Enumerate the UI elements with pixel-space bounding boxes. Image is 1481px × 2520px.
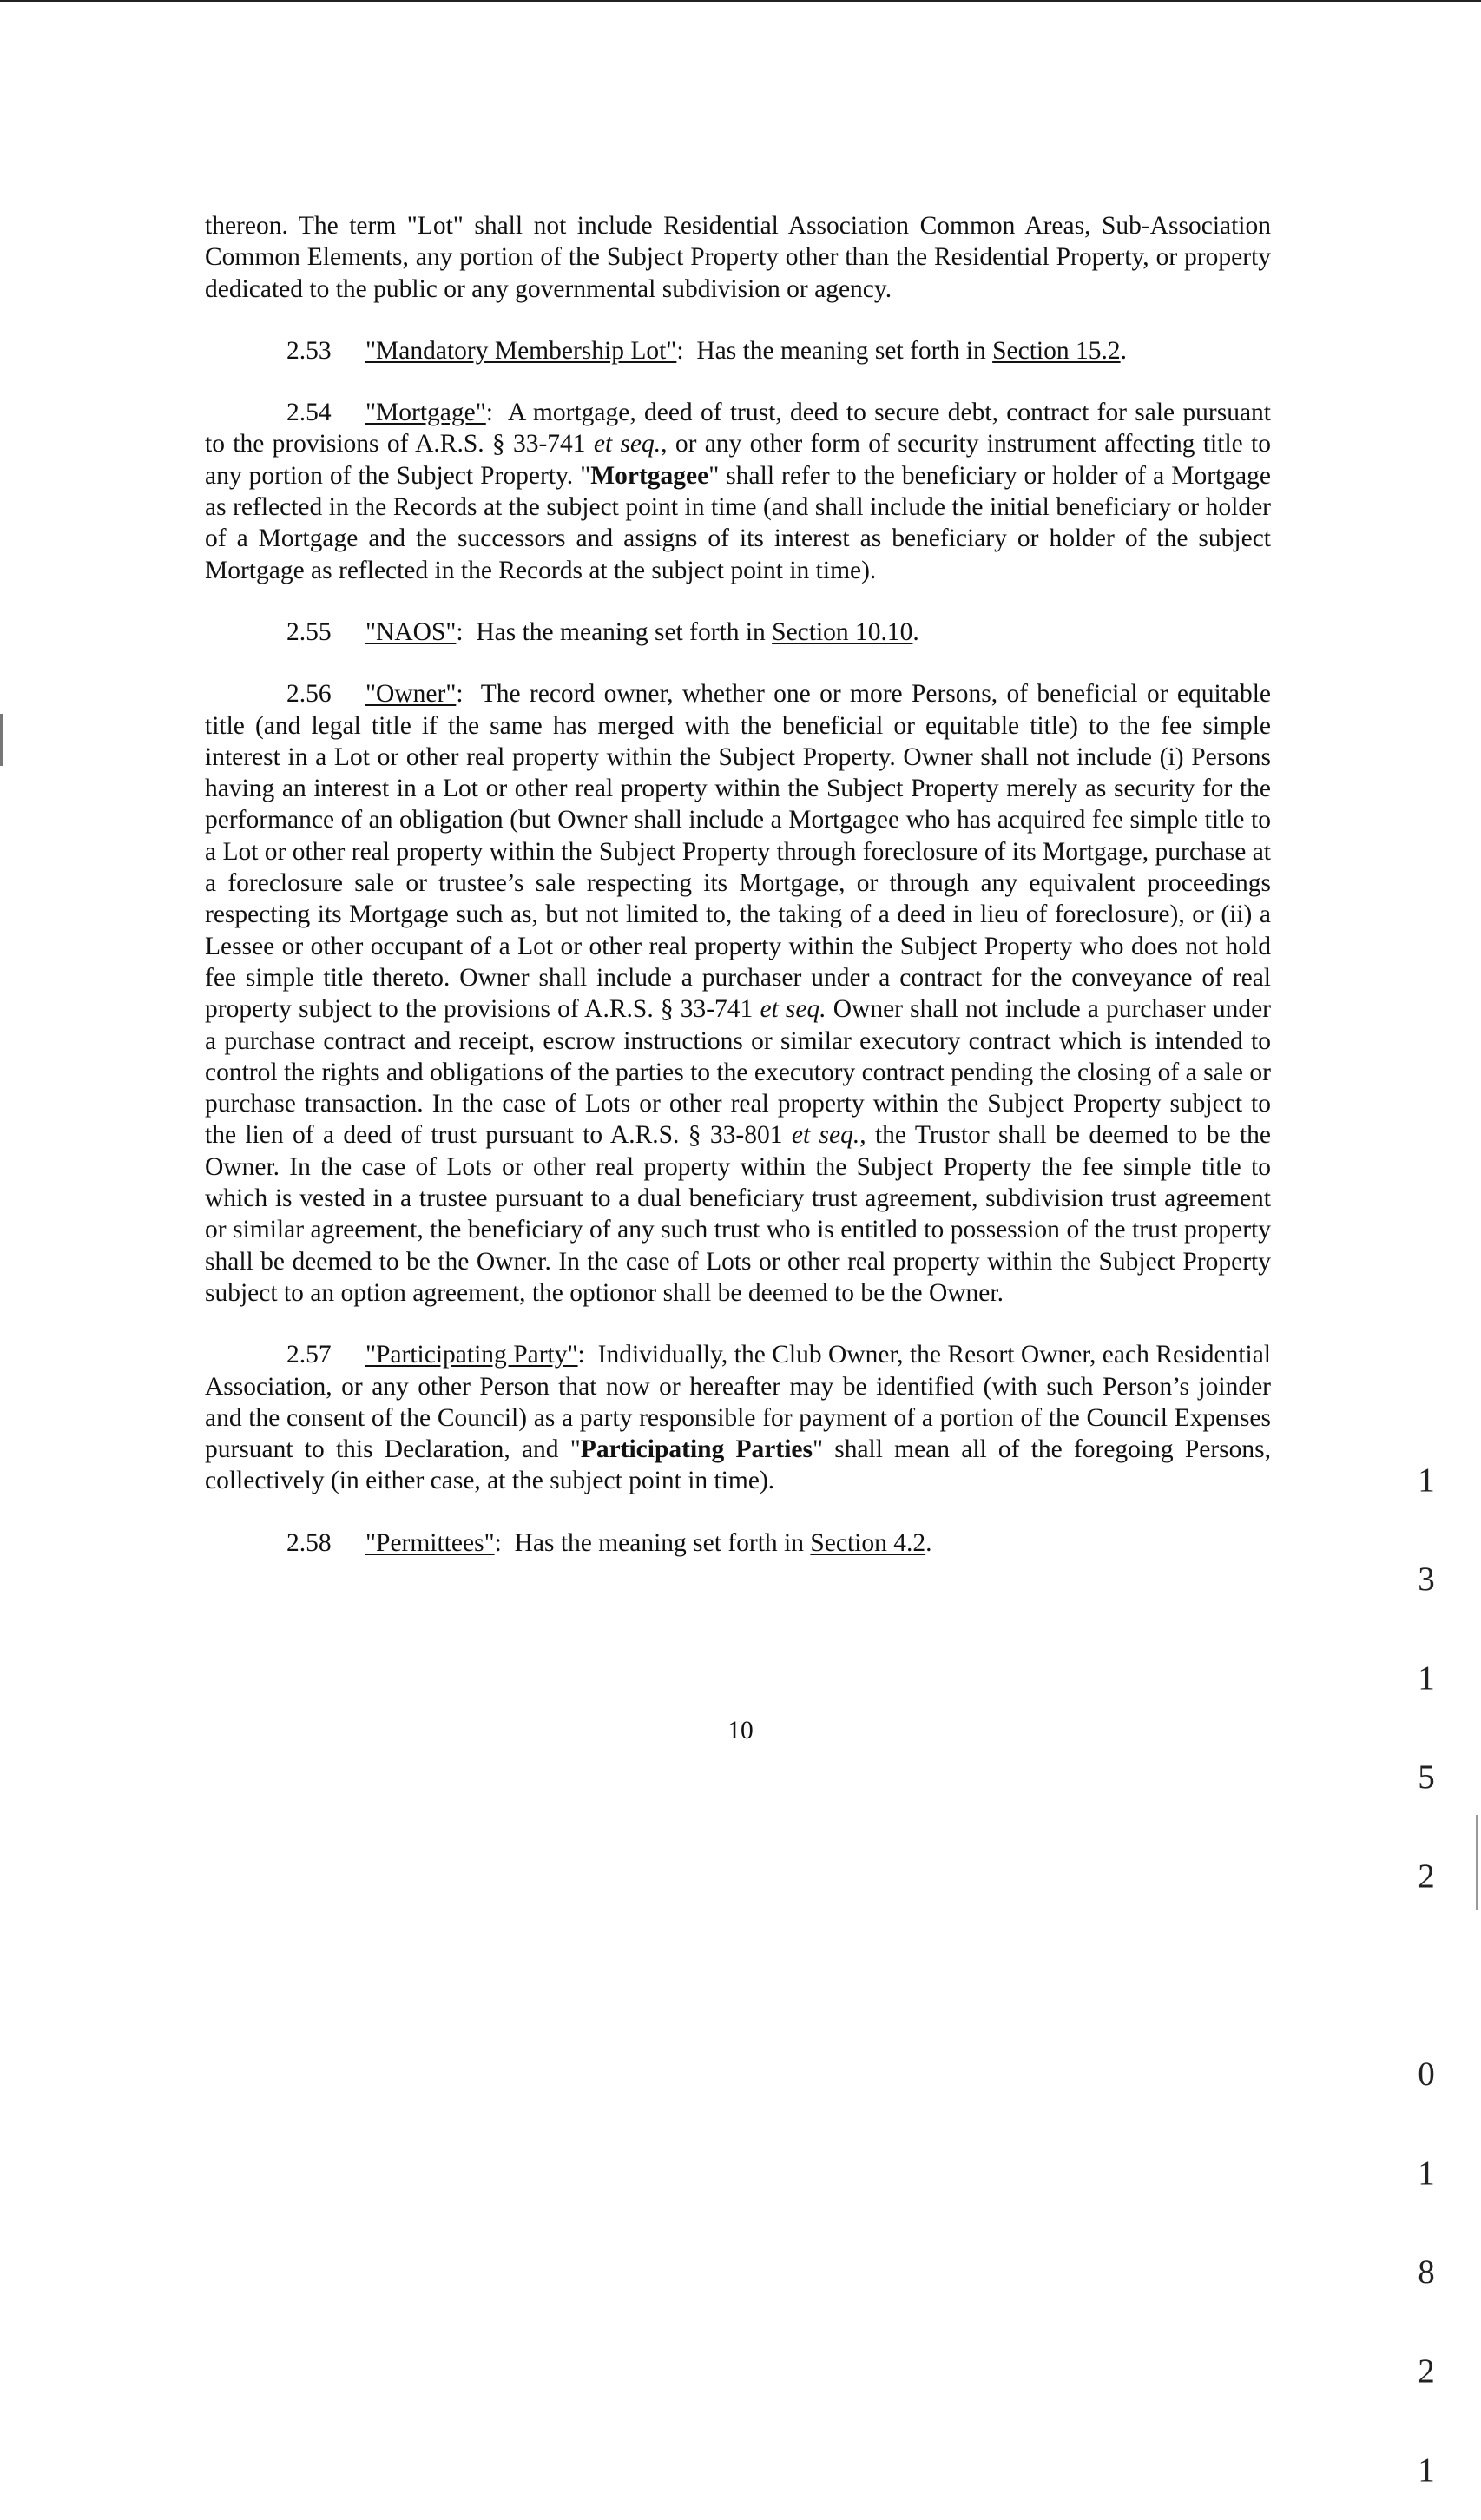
bold-term: Participating Parties [580, 1435, 813, 1464]
stamp-char: 0 [1418, 2055, 1435, 2093]
section-number: 2.54 [286, 399, 332, 427]
intro-paragraph [205, 210, 1271, 305]
defined-term: "Mandatory Membership Lot" [365, 336, 677, 365]
intro-text: thereon. The term "Lot" shall not include Residential Association Common Areas, Sub-Association Common Elements, any portion of the Subject Property other than the Residential Property, or property dedicated to the public or any governmental subdivision or agency. [205, 212, 1271, 303]
top-edge-rule [0, 0, 1481, 2]
stamp-char: 5 [1418, 1758, 1435, 1796]
italic-text: et seq. [760, 995, 826, 1024]
definition-text: " shall mean all of the foregoing Persons, collectively (in either case, at the subject point in time). [205, 1435, 1271, 1495]
defined-term: "Owner" [365, 680, 457, 709]
stamp-char: 2 [1418, 1857, 1435, 1895]
definition-text: Has the meaning set forth in [514, 1528, 804, 1557]
scan-edge-mark [0, 714, 3, 766]
section-2-54: 2.54 "Mortgage": A mortgage, deed of trust, deed to secure debt, contract for sale pursuant to the provisions of A.R.S. § 33-741 et seq., or any other form of security instrument affecting title to any portion of the Subject Property. "Mortgagee" shall refer to the beneficiary or holder of a Mortgage as reflected in the Records at the subject point in time (and shall include the initial beneficiary or holder of a Mortgage and the successors and assigns of its interest as beneficiary or holder of the subject Mortgage as reflected in the Records at the subject point in time). [205, 399, 1271, 584]
section-2-55: 2.55 "NAOS": Has the meaning set forth in Section 10.10. [205, 617, 1271, 648]
definition-text: , or any other form of security instrument affecting title to any portion of the Subject Property. " [205, 430, 1271, 490]
section-2-58: 2.58 "Permittees": Has the meaning set forth in Section 4.2. [205, 1527, 1271, 1559]
definition-text: Individually, the Club Owner, the Resort Owner, each Residential Association, or any other Person that now or hereafter may be identified (with such Person’s joinder and the consent of the Council) as a party responsible for payment of a portion of the Council Expenses pursuant to this Declaration, and " [205, 1341, 1271, 1464]
stamp-char: 1 [1418, 2451, 1435, 2489]
document-body [205, 210, 1271, 1559]
section-2-57: 2.57 "Participating Party": Individually, the Club Owner, the Resort Owner, each Residential Association, or any other Person that now or hereafter may be identified (with such Person’s joinder and the consent of the Council) as a party responsible for payment of a portion of the Council Expenses pursuant to this Declaration, and "Participating Parties" shall mean all of the foregoing Persons, collectively (in either case, at the subject point in time). [205, 1341, 1271, 1495]
stamp-char: 2 [1418, 2352, 1435, 2390]
stamp-char: 8 [1418, 2253, 1435, 2291]
section-number: 2.55 [286, 617, 332, 646]
recording-number-stamp [1412, 1398, 1441, 2520]
stamp-char: 3 [1418, 1560, 1435, 1598]
stamp-char [1412, 1959, 1441, 1992]
bold-term: Mortgagee [590, 461, 709, 490]
section-reference: Section 15.2 [992, 336, 1121, 365]
definition-text: " shall refer to the beneficiary or holder of a Mortgage as reflected in the Records at the subject point in time (and shall include the initial beneficiary or holder of a Mortgage and the successors and assigns of its interest as beneficiary or holder of the subject Mortgage as reflected in the Records at the subject point in time). [205, 461, 1271, 584]
defined-term: "NAOS" [365, 617, 457, 646]
definition-text: Owner shall not include a purchaser under a purchase contract and receipt, escrow instructions or similar executory contract which is intended to control the rights and obligations of the parties to the executory contract pending the closing of a sale or purchase transaction. In the case of Lots or other real property within the Subject Property subject to the lien of a deed of trust pursuant to A.R.S. § 33-801 [205, 995, 1272, 1150]
stamp-char: 1 [1418, 1461, 1435, 1499]
definition-text: , the Trustor shall be deemed to be the Owner. In the case of Lots or other real property within the Subject Property the fee simple title to which is vested in a trustee pursuant to a dual beneficiary trust agreement, subdivision trust agreement or similar agreement, the beneficiary of any such trust who is entitled to possession of the trust property shall be deemed to be the Owner. In the case of Lots or other real property within the Subject Property subject to an option agreement, the optionor shall be deemed to be the Owner. [205, 1121, 1271, 1307]
stamp-char: 1 [1418, 1659, 1435, 1697]
section-number: 2.57 [286, 1341, 332, 1369]
defined-term: "Participating Party" [365, 1341, 578, 1369]
scan-edge-mark [1476, 1815, 1478, 1910]
section-2-56: 2.56 "Owner": The record owner, whether one or more Persons, of beneficial or equitable title (and legal title if the same has merged with the beneficial or equitable title) to the fee simple interest in a Lot or other real property within the Subject Property. Owner shall not include (i) Persons having an interest in a Lot or other real property within the Subject Property merely as security for the performance of an obligation (but Owner shall include a Mortgagee who has acquired fee simple title to a Lot or other real property within the Subject Property through foreclosure of its Mortgage, purchase at a foreclosure sale or trustee’s sale respecting its Mortgage, or through any equivalent proceedings respecting its Mortgage such as, but not limited to, the taking of a deed in lieu of foreclosure), or (ii) a Lessee or other occupant of a Lot or other real property within the Subject Property who does not hold fee simple title thereto. Owner shall include a purchaser under a contract for the conveyance of real property subject to the provisions of A.R.S. § 33-741 et seq. Owner shall not include a purchaser under a purchase contract and receipt, escrow instructions or similar executory contract which is intended to control the rights and obligations of the parties to the executory contract pending the closing of a sale or purchase transaction. In the case of Lots or other real property within the Subject Property subject to the lien of a deed of trust pursuant to A.R.S. § 33-801 et seq., the Trustor shall be deemed to be the Owner. In the case of Lots or other real property within the Subject Property the fee simple title to which is vested in a trustee pursuant to a dual beneficiary trust agreement, subdivision trust agreement or similar agreement, the beneficiary of any such trust who is entitled to possession of the trust property shall be deemed to be the Owner. In the case of Lots or other real property within the Subject Property subject to an option agreement, the optionor shall be deemed to be the Owner. [205, 680, 1272, 1307]
definition-text: Has the meaning set forth in [696, 336, 986, 365]
section-number: 2.58 [286, 1528, 332, 1557]
definition-text: Has the meaning set forth in [476, 617, 766, 646]
section-number: 2.56 [286, 680, 332, 709]
italic-text: et seq. [791, 1121, 860, 1150]
defined-term: "Mortgage" [365, 399, 486, 427]
section-number: 2.53 [286, 336, 332, 365]
italic-text: et seq. [593, 430, 662, 458]
definition-text: A mortgage, deed of trust, deed to secure debt, contract for sale pursuant to the provisions of A.R.S. § 33-741 [205, 399, 1271, 458]
section-reference: Section 10.10 [772, 617, 913, 646]
defined-term: "Permittees" [365, 1528, 495, 1557]
stamp-char: 1 [1418, 2154, 1435, 2192]
page-number: 10 [727, 1717, 754, 1745]
definition-text: The record owner, whether one or more Persons, of beneficial or equitable title (and legal title if the same has merged with the beneficial or equitable title) to the fee simple interest in a Lot or other real property within the Subject Property. Owner shall not include (i) Persons having an interest in a Lot or other real property within the Subject Property merely as security for the performance of an obligation (but Owner shall include a Mortgagee who has acquired fee simple title to a Lot or other real property within the Subject Property through foreclosure of its Mortgage, purchase at a foreclosure sale or trustee’s sale respecting its Mortgage, or through any equivalent proceedings respecting its Mortgage such as, but not limited to, the taking of a deed in lieu of foreclosure), or (ii) a Lessee or other occupant of a Lot or other real property within the Subject Property who does not hold fee simple title thereto. Owner shall include a purchaser under a contract for the conveyance of real property subject to the provisions of A.R.S. § 33-741 [205, 680, 1271, 1024]
section-reference: Section 4.2 [810, 1528, 926, 1557]
section-2-53: 2.53 "Mandatory Membership Lot": Has the meaning set forth in Section 15.2. [205, 335, 1271, 366]
